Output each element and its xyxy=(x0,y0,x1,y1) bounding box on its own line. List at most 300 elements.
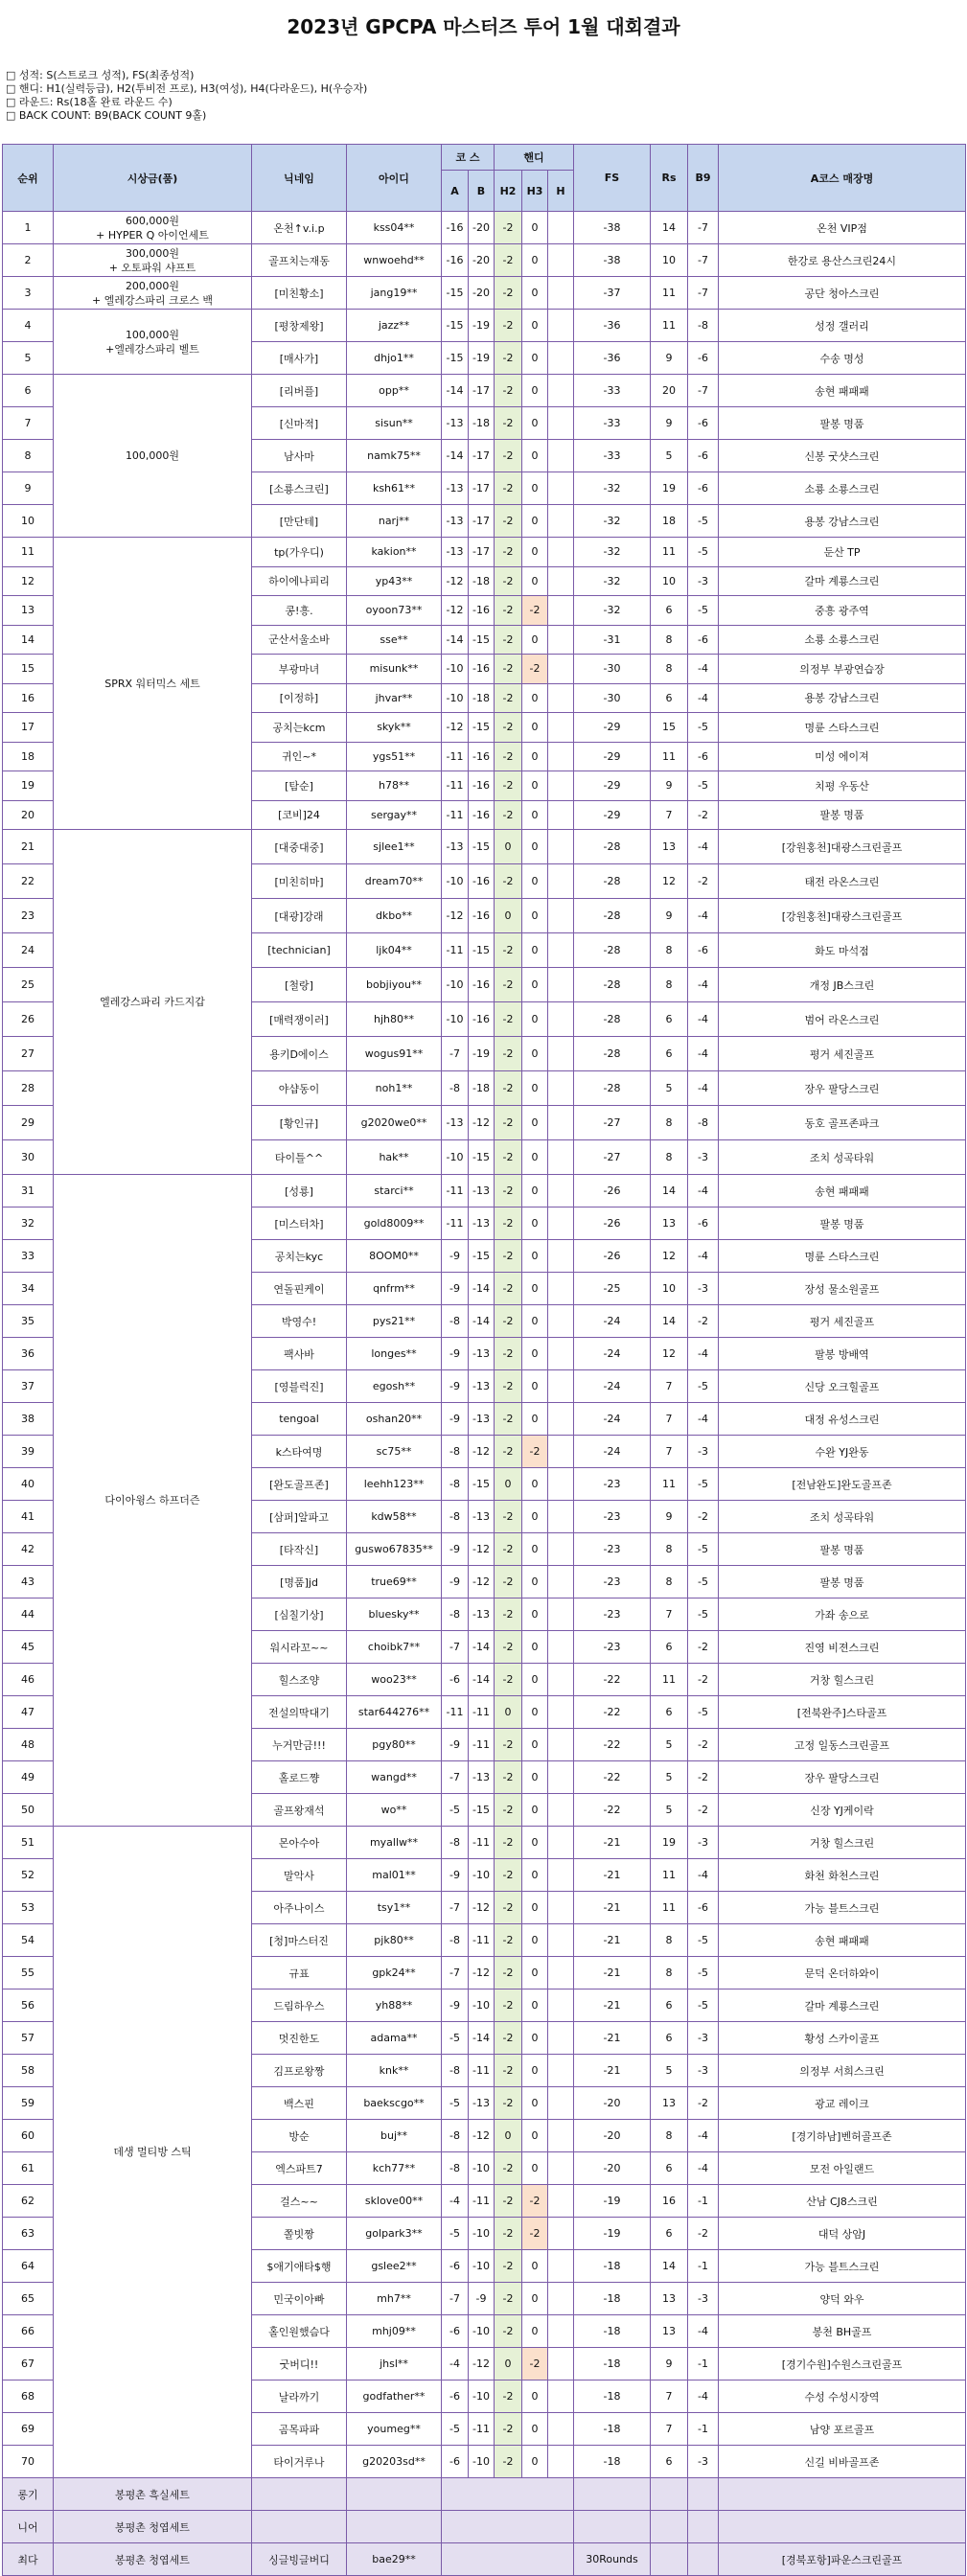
cell-fs: -28 xyxy=(574,1071,651,1106)
cell-store: 봉천 BH골프 xyxy=(719,2315,966,2348)
table-row xyxy=(3,244,966,277)
cell-fs: -26 xyxy=(574,1175,651,1208)
cell-course-a: -9 xyxy=(442,1273,469,1305)
cell-h3: 0 xyxy=(522,1071,548,1106)
cell-course-a: -13 xyxy=(442,505,469,538)
cell-award-blank xyxy=(651,2511,688,2543)
cell-course-b: -18 xyxy=(469,407,495,440)
cell-store: 용봉 강남스크린 xyxy=(719,505,966,538)
cell-rs: 14 xyxy=(651,212,688,244)
cell-award-label: 롱기 xyxy=(3,2478,54,2511)
cell-prize: SPRX 워터믹스 세트 xyxy=(54,538,252,830)
cell-h3: 0 xyxy=(522,2413,548,2446)
cell-h2: -2 xyxy=(495,1002,522,1037)
cell-award-store: [경북포항]파운스크린골프 xyxy=(719,2543,966,2576)
cell-h xyxy=(548,2152,574,2185)
cell-b9: -3 xyxy=(688,1140,719,1175)
cell-h xyxy=(548,277,574,310)
legend xyxy=(6,69,367,123)
cell-id: kdw58** xyxy=(347,1501,442,1533)
cell-h3: 0 xyxy=(522,1240,548,1273)
cell-course-a: -9 xyxy=(442,1533,469,1566)
cell-b9: -7 xyxy=(688,212,719,244)
cell-id: starci** xyxy=(347,1175,442,1208)
cell-h2: -2 xyxy=(495,472,522,505)
cell-h3: 0 xyxy=(522,683,548,713)
cell-h3: 0 xyxy=(522,742,548,771)
cell-id: dkbo** xyxy=(347,899,442,933)
cell-b9: -5 xyxy=(688,1370,719,1403)
cell-nickname: [대중대중] xyxy=(252,830,347,864)
cell-nickname: [미스터차] xyxy=(252,1208,347,1240)
cell-h xyxy=(548,2022,574,2055)
cell-b9: -4 xyxy=(688,830,719,864)
cell-rs: 8 xyxy=(651,1533,688,1566)
cell-h3: 0 xyxy=(522,505,548,538)
cell-b9: -2 xyxy=(688,1305,719,1338)
header-h2: H2 xyxy=(495,171,522,212)
cell-course-a: -7 xyxy=(442,1761,469,1794)
cell-h xyxy=(548,1240,574,1273)
cell-fs: -24 xyxy=(574,1370,651,1403)
cell-id: buj** xyxy=(347,2120,442,2152)
cell-rs: 11 xyxy=(651,277,688,310)
cell-rank: 50 xyxy=(3,1794,54,1827)
cell-rs: 11 xyxy=(651,310,688,342)
cell-rs: 9 xyxy=(651,1501,688,1533)
cell-h3: -2 xyxy=(522,2348,548,2380)
cell-b9: -5 xyxy=(688,1533,719,1566)
cell-b9: -4 xyxy=(688,968,719,1002)
cell-course-a: -5 xyxy=(442,2218,469,2250)
cell-rs: 5 xyxy=(651,440,688,472)
cell-course-a: -6 xyxy=(442,1664,469,1696)
cell-id: noh1** xyxy=(347,1071,442,1106)
cell-course-b: -18 xyxy=(469,566,495,596)
cell-rank: 22 xyxy=(3,864,54,899)
cell-b9: -4 xyxy=(688,2380,719,2413)
cell-store: 소룡 소룡스크린 xyxy=(719,625,966,655)
cell-course-a: -13 xyxy=(442,538,469,567)
cell-rs: 11 xyxy=(651,1859,688,1892)
cell-store: 평거 세진골프 xyxy=(719,1305,966,1338)
cell-h2: -2 xyxy=(495,933,522,968)
cell-rank: 18 xyxy=(3,742,54,771)
cell-id: bobjiyou** xyxy=(347,968,442,1002)
cell-h xyxy=(548,2446,574,2478)
cell-fs: -28 xyxy=(574,830,651,864)
cell-h2: -2 xyxy=(495,1071,522,1106)
cell-b9: -6 xyxy=(688,625,719,655)
cell-h2: -2 xyxy=(495,625,522,655)
cell-course-b: -20 xyxy=(469,212,495,244)
cell-store: 수완 YJ완동 xyxy=(719,1436,966,1468)
cell-fs: -38 xyxy=(574,212,651,244)
cell-fs: -29 xyxy=(574,713,651,743)
cell-course-b: -20 xyxy=(469,244,495,277)
cell-store: [전남완도]완도골프존 xyxy=(719,1468,966,1501)
cell-course-a: -6 xyxy=(442,2380,469,2413)
cell-h xyxy=(548,1071,574,1106)
cell-store: 팔봉 명품 xyxy=(719,1566,966,1598)
cell-course-b: -19 xyxy=(469,310,495,342)
cell-b9: -4 xyxy=(688,1002,719,1037)
cell-h3: 0 xyxy=(522,342,548,375)
cell-h xyxy=(548,2348,574,2380)
cell-rs: 10 xyxy=(651,244,688,277)
cell-award-blank xyxy=(442,2543,574,2576)
cell-nickname: 힐스조양 xyxy=(252,1664,347,1696)
cell-b9: -4 xyxy=(688,1175,719,1208)
cell-id: godfather** xyxy=(347,2380,442,2413)
cell-store: 신장 YJ케이락 xyxy=(719,1794,966,1827)
cell-rank: 10 xyxy=(3,505,54,538)
cell-b9: -2 xyxy=(688,2087,719,2120)
cell-h2: -2 xyxy=(495,310,522,342)
cell-rs: 19 xyxy=(651,1827,688,1859)
cell-b9: -5 xyxy=(688,538,719,567)
cell-h xyxy=(548,1957,574,1990)
cell-store: 온천 VIP점 xyxy=(719,212,966,244)
cell-b9: -6 xyxy=(688,742,719,771)
cell-h xyxy=(548,1305,574,1338)
cell-rs: 13 xyxy=(651,2283,688,2315)
cell-h xyxy=(548,440,574,472)
cell-rank: 25 xyxy=(3,968,54,1002)
cell-fs: -26 xyxy=(574,1240,651,1273)
cell-h xyxy=(548,2218,574,2250)
cell-rs: 12 xyxy=(651,864,688,899)
cell-award-fs xyxy=(574,2478,651,2511)
cell-h3: -2 xyxy=(522,655,548,684)
cell-course-b: -12 xyxy=(469,1566,495,1598)
cell-id: gold8009** xyxy=(347,1208,442,1240)
cell-b9: -5 xyxy=(688,505,719,538)
cell-rank: 65 xyxy=(3,2283,54,2315)
cell-h xyxy=(548,1436,574,1468)
cell-id: egosh** xyxy=(347,1370,442,1403)
cell-rs: 9 xyxy=(651,2348,688,2380)
cell-nickname: [청]마스터진 xyxy=(252,1924,347,1957)
cell-h xyxy=(548,1761,574,1794)
cell-course-a: -5 xyxy=(442,2087,469,2120)
cell-store: 송현 패패패 xyxy=(719,375,966,407)
cell-award-fs: 30Rounds xyxy=(574,2543,651,2576)
cell-store: 대정 유성스크린 xyxy=(719,1403,966,1436)
cell-rs: 5 xyxy=(651,1794,688,1827)
cell-course-b: -11 xyxy=(469,1924,495,1957)
cell-store: 신봉 굿샷스크린 xyxy=(719,440,966,472)
cell-fs: -20 xyxy=(574,2120,651,2152)
cell-b9: -6 xyxy=(688,472,719,505)
cell-h2: -2 xyxy=(495,2152,522,2185)
cell-h2: -2 xyxy=(495,2315,522,2348)
cell-nickname: 야샵동이 xyxy=(252,1071,347,1106)
cell-course-b: -16 xyxy=(469,864,495,899)
cell-b9: -5 xyxy=(688,1990,719,2022)
cell-rs: 10 xyxy=(651,566,688,596)
cell-course-b: -15 xyxy=(469,713,495,743)
cell-rank: 27 xyxy=(3,1037,54,1071)
cell-h2: -2 xyxy=(495,1761,522,1794)
cell-rs: 12 xyxy=(651,1338,688,1370)
cell-prize: 데생 멀티방 스틱 xyxy=(54,1827,252,2478)
cell-h xyxy=(548,1631,574,1664)
cell-rs: 9 xyxy=(651,771,688,801)
cell-rs: 20 xyxy=(651,375,688,407)
cell-id: gpk24** xyxy=(347,1957,442,1990)
cell-h2: 0 xyxy=(495,2348,522,2380)
cell-course-b: -12 xyxy=(469,2348,495,2380)
cell-store: 공단 청아스크린 xyxy=(719,277,966,310)
cell-rank: 16 xyxy=(3,683,54,713)
cell-fs: -32 xyxy=(574,566,651,596)
cell-b9: -4 xyxy=(688,1859,719,1892)
cell-course-b: -14 xyxy=(469,1273,495,1305)
cell-prize: 300,000원 + 오토파워 샤프트 xyxy=(54,244,252,277)
cell-h xyxy=(548,1990,574,2022)
cell-rank: 70 xyxy=(3,2446,54,2478)
cell-id: 8OOM0** xyxy=(347,1240,442,1273)
cell-course-a: -14 xyxy=(442,375,469,407)
cell-h2: -2 xyxy=(495,2283,522,2315)
cell-nickname: 걸스~~ xyxy=(252,2185,347,2218)
cell-rs: 11 xyxy=(651,1468,688,1501)
cell-rank: 5 xyxy=(3,342,54,375)
cell-course-a: -9 xyxy=(442,1240,469,1273)
cell-fs: -33 xyxy=(574,407,651,440)
cell-h3: 0 xyxy=(522,1533,548,1566)
cell-nickname: 드림하우스 xyxy=(252,1990,347,2022)
cell-course-a: -10 xyxy=(442,683,469,713)
cell-rs: 6 xyxy=(651,596,688,626)
cell-id: skyk** xyxy=(347,713,442,743)
cell-h2: -2 xyxy=(495,1631,522,1664)
cell-id: wnwoehd** xyxy=(347,244,442,277)
cell-rank: 37 xyxy=(3,1370,54,1403)
cell-fs: -29 xyxy=(574,771,651,801)
cell-nickname: tengoal xyxy=(252,1403,347,1436)
cell-h3: -2 xyxy=(522,596,548,626)
cell-fs: -23 xyxy=(574,1468,651,1501)
cell-store: 수송 명성 xyxy=(719,342,966,375)
cell-course-b: -10 xyxy=(469,2250,495,2283)
cell-rs: 18 xyxy=(651,505,688,538)
cell-rank: 36 xyxy=(3,1338,54,1370)
cell-nickname: 누거만금!!! xyxy=(252,1729,347,1761)
cell-h2: -2 xyxy=(495,1403,522,1436)
cell-b9: -3 xyxy=(688,2055,719,2087)
cell-rs: 8 xyxy=(651,1140,688,1175)
cell-id: sc75** xyxy=(347,1436,442,1468)
cell-id: true69** xyxy=(347,1566,442,1598)
cell-h xyxy=(548,375,574,407)
cell-prize: 엘레강스파리 카드지갑 xyxy=(54,830,252,1175)
cell-h xyxy=(548,1924,574,1957)
cell-h2: -2 xyxy=(495,1827,522,1859)
cell-course-a: -16 xyxy=(442,212,469,244)
cell-nickname: [매력쟁이러] xyxy=(252,1002,347,1037)
cell-course-a: -5 xyxy=(442,1794,469,1827)
cell-b9: -5 xyxy=(688,713,719,743)
cell-nickname: 몬아수아 xyxy=(252,1827,347,1859)
cell-h2: -2 xyxy=(495,1566,522,1598)
cell-rank: 19 xyxy=(3,771,54,801)
cell-nickname: 규표 xyxy=(252,1957,347,1990)
cell-rs: 8 xyxy=(651,1957,688,1990)
cell-store: 고정 일동스크린골프 xyxy=(719,1729,966,1761)
cell-rank: 17 xyxy=(3,713,54,743)
cell-course-b: -10 xyxy=(469,2315,495,2348)
cell-nickname: [코비]24 xyxy=(252,800,347,830)
cell-store: 미성 에이져 xyxy=(719,742,966,771)
cell-prize: 다이아윙스 하프더즌 xyxy=(54,1175,252,1827)
results-body xyxy=(3,212,966,2576)
cell-h xyxy=(548,771,574,801)
cell-course-b: -10 xyxy=(469,2218,495,2250)
cell-award-label: 니어 xyxy=(3,2511,54,2543)
cell-nickname: 타이거루나 xyxy=(252,2446,347,2478)
cell-rs: 12 xyxy=(651,1240,688,1273)
cell-id: hjh80** xyxy=(347,1002,442,1037)
cell-rs: 11 xyxy=(651,1664,688,1696)
cell-rank: 13 xyxy=(3,596,54,626)
cell-course-a: -9 xyxy=(442,1403,469,1436)
cell-rs: 9 xyxy=(651,342,688,375)
cell-fs: -23 xyxy=(574,1533,651,1566)
cell-course-a: -6 xyxy=(442,2315,469,2348)
cell-store: 명륜 스타스크린 xyxy=(719,713,966,743)
cell-rank: 59 xyxy=(3,2087,54,2120)
cell-b9: -1 xyxy=(688,2348,719,2380)
cell-h2: -2 xyxy=(495,1106,522,1140)
cell-fs: -29 xyxy=(574,742,651,771)
cell-h3: 0 xyxy=(522,1957,548,1990)
cell-course-b: -14 xyxy=(469,1631,495,1664)
cell-fs: -18 xyxy=(574,2413,651,2446)
cell-store: 남양 포르골프 xyxy=(719,2413,966,2446)
cell-course-a: -10 xyxy=(442,968,469,1002)
cell-course-a: -5 xyxy=(442,2022,469,2055)
cell-h2: 0 xyxy=(495,1696,522,1729)
cell-fs: -36 xyxy=(574,310,651,342)
cell-course-a: -14 xyxy=(442,440,469,472)
cell-course-b: -19 xyxy=(469,1037,495,1071)
cell-h xyxy=(548,1598,574,1631)
cell-h2: -2 xyxy=(495,1957,522,1990)
cell-h xyxy=(548,407,574,440)
cell-course-b: -10 xyxy=(469,1990,495,2022)
cell-course-b: -16 xyxy=(469,596,495,626)
cell-store: 조치 성곡타워 xyxy=(719,1501,966,1533)
cell-fs: -18 xyxy=(574,2348,651,2380)
cell-store: 거창 힐스크린 xyxy=(719,1664,966,1696)
legend-handicap: □ 핸디: H1(실력등급), H2(투비전 프로), H3(여성), H4(다라운드), H(우승자) xyxy=(6,82,368,95)
cell-rs: 14 xyxy=(651,1175,688,1208)
cell-h xyxy=(548,566,574,596)
cell-fs: -24 xyxy=(574,1436,651,1468)
cell-id: kch77** xyxy=(347,2152,442,2185)
cell-h2: -2 xyxy=(495,1892,522,1924)
cell-rank: 7 xyxy=(3,407,54,440)
cell-b9: -3 xyxy=(688,1436,719,1468)
cell-id: sse** xyxy=(347,625,442,655)
cell-id: jazz** xyxy=(347,310,442,342)
cell-h3: 0 xyxy=(522,1468,548,1501)
cell-nickname: 부광마녀 xyxy=(252,655,347,684)
cell-rs: 6 xyxy=(651,1631,688,1664)
cell-rank: 66 xyxy=(3,2315,54,2348)
cell-rank: 40 xyxy=(3,1468,54,1501)
cell-nickname: 멋진한도 xyxy=(252,2022,347,2055)
cell-nickname: 골프치는재동 xyxy=(252,244,347,277)
cell-h2: -2 xyxy=(495,2250,522,2283)
cell-b9: -3 xyxy=(688,2446,719,2478)
cell-course-a: -12 xyxy=(442,713,469,743)
cell-b9: -5 xyxy=(688,1696,719,1729)
cell-course-a: -10 xyxy=(442,864,469,899)
table-row xyxy=(3,375,966,407)
cell-nickname: [완도골프존] xyxy=(252,1468,347,1501)
cell-id: kakion** xyxy=(347,538,442,567)
cell-course-b: -16 xyxy=(469,742,495,771)
cell-rs: 7 xyxy=(651,1598,688,1631)
cell-nickname: 홀인원했슴다 xyxy=(252,2315,347,2348)
cell-h3: 0 xyxy=(522,1501,548,1533)
cell-h3: 0 xyxy=(522,1338,548,1370)
cell-id: mh7** xyxy=(347,2283,442,2315)
cell-course-a: -15 xyxy=(442,310,469,342)
cell-fs: -21 xyxy=(574,1827,651,1859)
cell-b9: -5 xyxy=(688,771,719,801)
cell-h3: 0 xyxy=(522,2087,548,2120)
cell-h3: 0 xyxy=(522,2055,548,2087)
cell-h3: 0 xyxy=(522,1208,548,1240)
cell-store: 성정 갤러리 xyxy=(719,310,966,342)
cell-store: 문덕 온더하와이 xyxy=(719,1957,966,1990)
cell-course-a: -12 xyxy=(442,596,469,626)
cell-fs: -38 xyxy=(574,244,651,277)
cell-store: 화천 화천스크린 xyxy=(719,1859,966,1892)
cell-nickname: 전설의딱대기 xyxy=(252,1696,347,1729)
cell-store: 범어 라온스크린 xyxy=(719,1002,966,1037)
cell-b9: -4 xyxy=(688,1403,719,1436)
cell-course-a: -8 xyxy=(442,2120,469,2152)
cell-id: adama** xyxy=(347,2022,442,2055)
cell-h2: -2 xyxy=(495,277,522,310)
cell-award-store xyxy=(719,2478,966,2511)
cell-course-a: -11 xyxy=(442,933,469,968)
cell-course-b: -15 xyxy=(469,1794,495,1827)
cell-fs: -27 xyxy=(574,1106,651,1140)
cell-award-id xyxy=(347,2478,442,2511)
cell-store: 거창 힐스크린 xyxy=(719,1827,966,1859)
cell-h xyxy=(548,1002,574,1037)
cell-h xyxy=(548,1338,574,1370)
cell-course-b: -12 xyxy=(469,1436,495,1468)
cell-store: 중흥 광주역 xyxy=(719,596,966,626)
cell-b9: -4 xyxy=(688,2152,719,2185)
cell-store: 대덕 상암J xyxy=(719,2218,966,2250)
cell-h2: -2 xyxy=(495,1370,522,1403)
cell-h3: 0 xyxy=(522,407,548,440)
cell-h xyxy=(548,1140,574,1175)
cell-rank: 1 xyxy=(3,212,54,244)
cell-rs: 8 xyxy=(651,625,688,655)
cell-nickname: $애기애타$행 xyxy=(252,2250,347,2283)
cell-h xyxy=(548,683,574,713)
cell-id: wogus91** xyxy=(347,1037,442,1071)
